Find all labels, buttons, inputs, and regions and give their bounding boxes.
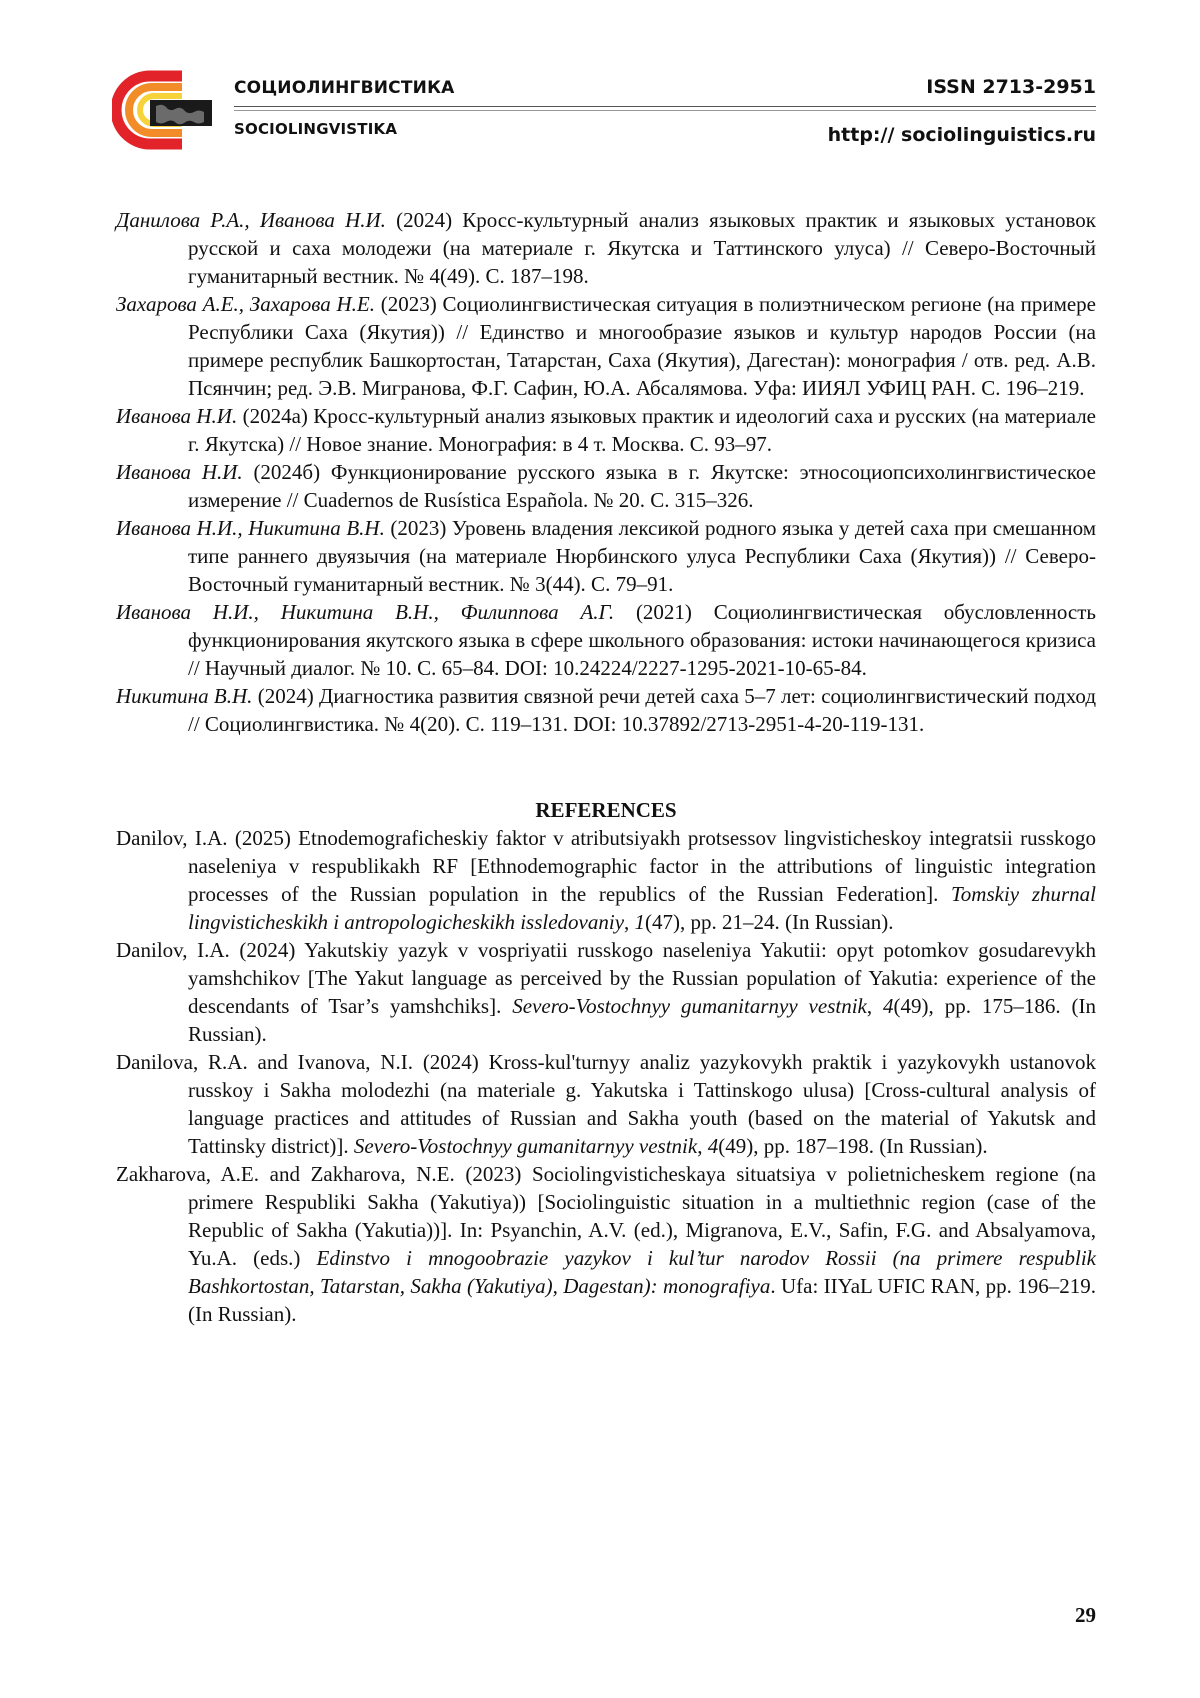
- ru-reference-1: [116, 206, 1096, 290]
- journal-logo-icon: [112, 70, 217, 150]
- ru-reference-authors: Иванова Н.И.: [116, 404, 238, 428]
- ru-reference-authors: Данилова Р.А., Иванова Н.И.: [116, 208, 386, 232]
- en-reference-text: (49), pp. 175–186. (In Russian).: [188, 994, 1097, 1046]
- ru-reference-authors: Иванова Н.И., Никитина В.Н., Филиппова А.Г.: [116, 600, 615, 624]
- ru-reference-authors: Иванова Н.И., Никитина В.Н.: [116, 516, 385, 540]
- references-content: [116, 206, 1096, 1328]
- journal-url: http:// sociolinguistics.ru: [827, 124, 1096, 146]
- journal-title-en: SOCIOLINGVISTIKA: [234, 120, 398, 138]
- en-reference-source: Tomskiy zhurnal lingvisticheskikh i antropologicheskikh issledovaniy: [188, 882, 1096, 934]
- ru-reference-4: [116, 458, 1096, 514]
- ru-reference-text: (2024) Диагностика развития связной речи детей саха 5–7 лет: социолингвистический подход // Социолингвистика. № 4(20). С. 119–131. DOI: 10.37892/2713-2951-4-20-119-131.: [188, 684, 1096, 736]
- ru-reference-text: (2024) Кросс-культурный анализ языковых практик и языковых установок русской и саха молодежи (на материале г. Якутска и Таттинского улуса) // Северо-Восточный гуманитарный вестник. № 4(49). С. 187–198.: [188, 208, 1096, 288]
- ru-reference-authors: Никитина В.Н.: [116, 684, 253, 708]
- en-reference-volume: 4: [883, 994, 894, 1018]
- ru-reference-text: (2023) Уровень владения лексикой родного языка у детей саха при смешанном типе раннего двуязычия (на материале Нюрбинского улуса Республики Саха (Якутия)) // Северо-Восточный гуманитарный вестник. № 3(44). С. 79–91.: [188, 516, 1096, 596]
- en-reference-text: (47), pp. 21–24. (In Russian).: [645, 910, 894, 934]
- ru-reference-5: [116, 514, 1096, 598]
- en-reference-text: Danilov, I.A. (2024) Yakutskiy yazyk v vospriyatii russkogo naseleniya Yakutii: opyt potomkov gosudarevykh yamshchikov [The Yakut language as perceived by the Russian population of Yakutia: experience of the descendants of Tsar’s yamshchiks].: [116, 938, 1096, 1018]
- header-rule-thin: [234, 110, 1096, 111]
- ru-reference-6: [116, 598, 1096, 682]
- en-reference-text: Danilova, R.A. and Ivanova, N.I. (2024) Kross-kul'turnyy analiz yazykovykh praktik i yazykovykh ustanovok russkoy i Sakha molodezhi (na materiale g. Yakutska i Tattinskogo ulusa) [Cross-cultural analysis of language practices and attitudes of Russian and Sakha youth (based on the material of Yakutsk and Tattinsky district)].: [116, 1050, 1096, 1158]
- en-reference-2: [116, 936, 1096, 1048]
- en-reference-4: [116, 1160, 1096, 1328]
- en-reference-text: ,: [866, 994, 884, 1018]
- en-reference-source: Severo-Vostochnyy gumanitarnyy vestnik: [353, 1134, 698, 1158]
- page-header: [0, 0, 1200, 160]
- ru-reference-text: (2023) Социолингвистическая ситуация в полиэтническом регионе (на примере Республики Саха (Якутия)) // Единство и многообразие языков и культур народов России (на примере республик Башкортостан, Татарстан, Саха (Якутия), Дагестан): монография / отв. ред. А.В. Псянчин; ред. Э.В. Мигранова, Ф.Г. Сафин, Ю.А. Абсалямова. Уфа: ИИЯЛ УФИЦ РАН. С. 196–219.: [188, 292, 1096, 400]
- ru-reference-authors: Захарова А.Е., Захарова Н.Е.: [116, 292, 375, 316]
- ru-reference-text: (2024а) Кросс-культурный анализ языковых практик и идеологий саха и русских (на материале г. Якутска) // Новое знание. Монография: в 4 т. Москва. С. 93–97.: [188, 404, 1096, 456]
- header-rule: [234, 106, 1096, 107]
- en-reference-text: (49), pp. 187–198. (In Russian).: [718, 1134, 988, 1158]
- en-reference-volume: 1: [634, 910, 646, 934]
- ru-reference-text: (2021) Социолингвистическая обусловленность функционирования якутского языка в сфере школьного образования: истоки начинающегося кризиса // Научный диалог. № 10. С. 65–84. DOI: 10.24224/2227-1295-2021-10-65-84.: [188, 600, 1096, 680]
- en-reference-text: . Ufa: IIYaL UFIC RAN, pp. 196–219. (In Russian).: [188, 1274, 1096, 1326]
- journal-title-ru: СОЦИОЛИНГВИСТИКА: [234, 78, 455, 98]
- en-reference-1: [116, 824, 1096, 936]
- en-reference-text: Danilov, I.A. (2025) Etnodemograficheskiy faktor v atributsiyakh protsessov lingvisticheskoy integratsii russkogo naseleniya v respublikakh RF [Ethnodemographic factor in the attributions of linguistic integration processes of the Russian population in the republics of the Russian Federation].: [116, 826, 1096, 906]
- en-reference-volume: 4: [707, 1134, 719, 1158]
- ru-reference-2: [116, 290, 1096, 402]
- en-reference-text: ,: [624, 910, 635, 934]
- en-reference-text: Zakharova, A.E. and Zakharova, N.E. (2023) Sociolingvisticheskaya situatsiya v polietnicheskem regione (na primere Respubliki Sakha (Yakutiya)) [Sociolinguistic situation in a multiethnic region (case of the Republic of Sakha (Yakutia))]. In: Psyanchin, A.V. (ed.), Migranova, E.V., Safin, F.G. and Absalyamova, Yu.A. (eds.): [116, 1162, 1096, 1270]
- issn: ISSN 2713-2951: [926, 76, 1096, 98]
- en-reference-text: ,: [697, 1134, 708, 1158]
- page-number: 29: [1075, 1603, 1096, 1627]
- en-reference-source: Severo-Vostochnyy gumanitarnyy vestnik: [512, 994, 867, 1018]
- en-reference-source: Edinstvo i mnogoobrazie yazykov i kul’tur narodov Rossii (na primere respublik Bashkortostan, Tatarstan, Sakha (Yakutiya), Dagestan): monografiya: [188, 1246, 1097, 1298]
- ru-reference-authors: Иванова Н.И.: [116, 460, 243, 484]
- ru-reference-7: [116, 682, 1096, 738]
- en-reference-3: [116, 1048, 1096, 1160]
- ru-reference-text: (2024б) Функционирование русского языка в г. Якутске: этносоциопсихолингвистическое измерение // Cuadernos de Rusística Española. № 20. С. 315–326.: [188, 460, 1097, 512]
- references-heading: REFERENCES: [535, 798, 677, 822]
- ru-reference-3: [116, 402, 1096, 458]
